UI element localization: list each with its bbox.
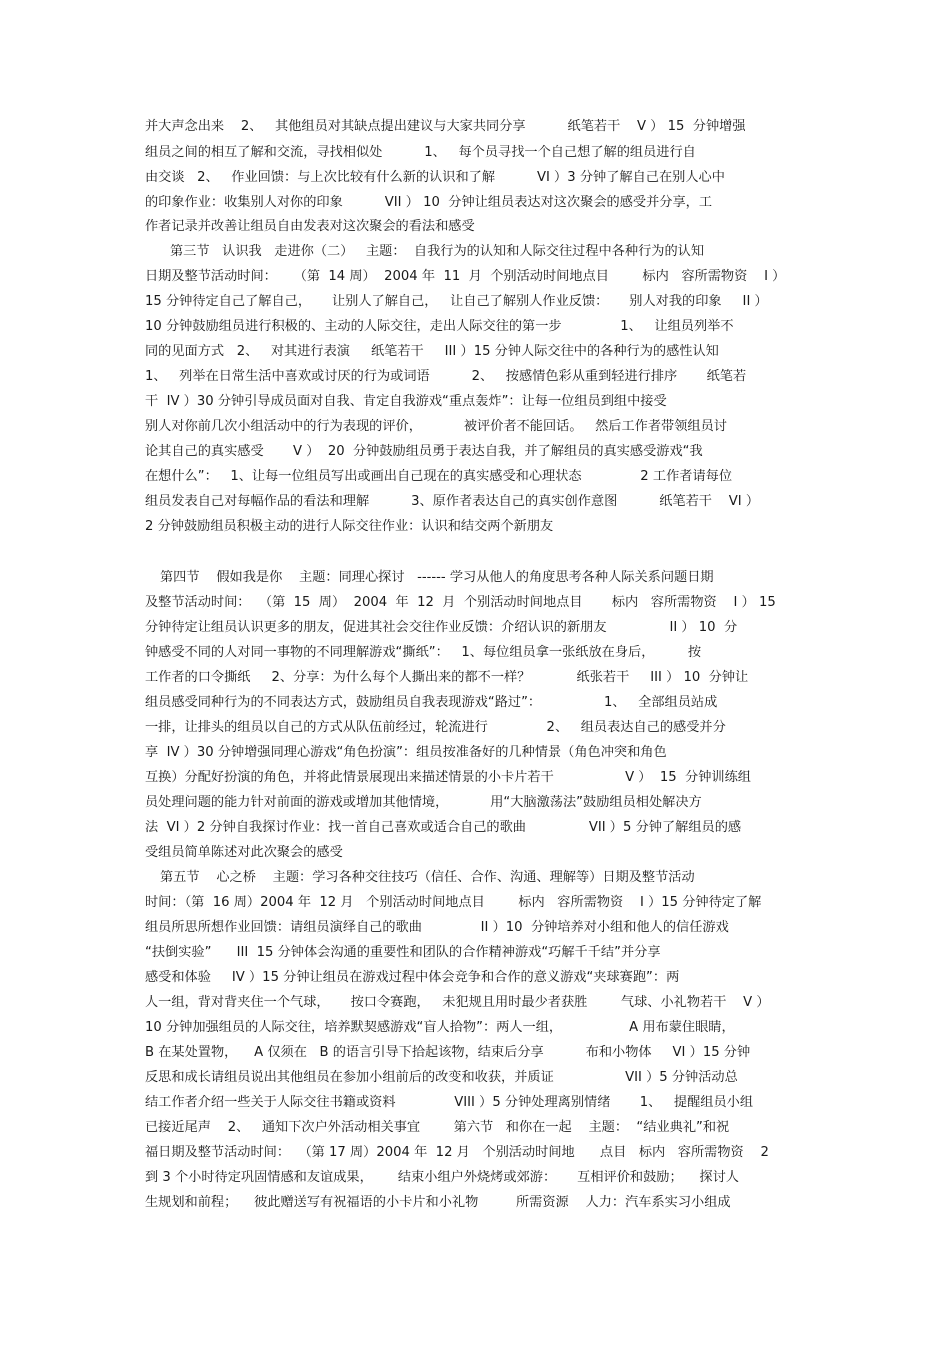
text-line: 在想什么”： 1、让每一位组员写出或画出自己现在的真实感受和心理状态 2 工作者请每位 (145, 469, 733, 484)
text-line: 15 分钟待定自己了解自己， 让别人了解自己， 让自己了解别人作业反馈： 别人对我的印象 II ） (145, 294, 768, 309)
text-line: 2 分钟鼓励组员积极主动的进行人际交往作业：认识和结交两个新朋友 (145, 519, 554, 534)
text-line: 日期及整节活动时间： （第 14 周） 2004 年 11 月 个别活动时间地点目 标内 容所需物资 I ） (145, 269, 786, 284)
text-line: 时间：（第 16 周）2004 年 12 月 个别活动时间地点目 标内 容所需物资 I ）15 分钟待定了解 (145, 895, 762, 910)
text-line: 已接近尾声 2、 通知下次户外活动相关事宜 第六节 和你在一起 主题： “结业典礼”和祝 (145, 1120, 730, 1135)
section-heading-3: 第三节 认识我 走进你（二） 主题： 自我行为的认知和人际交往过程中各种行为的认知 (170, 244, 705, 259)
text-line: 干 IV ）30 分钟引导成员面对自我、肯定自我游戏“重点轰炸”：让每一位组员到组中接受 (145, 394, 667, 409)
text-line: 组员所思所想作业回馈：请组员演绎自己的歌曲 II ）10 分钟培养对小组和他人的信任游戏 (145, 920, 729, 935)
text-line: 1、 列举在日常生活中喜欢或讨厌的行为或词语 2、 按感情色彩从重到轻进行排序 纸笔若 (145, 369, 747, 384)
text-line: 组员发表自己对每幅作品的看法和理解 3、原作者表达自己的真实创作意图 纸笔若干 VI ） (145, 494, 760, 509)
text-line: 到 3 个小时待定巩固情感和友谊成果， 结束小组户外烧烤或郊游： 互相评价和鼓励； 探讨人 (145, 1170, 739, 1185)
text-line: 人一组，背对背夹住一个气球， 按口令赛跑， 未犯规且用时最少者获胜 气球、小礼物若干 V ） (145, 995, 770, 1010)
text-line: 由交谈 2、 作业回馈：与上次比较有什么新的认识和了解 VI ）3 分钟了解自己在别人心中 (145, 170, 725, 185)
text-line: 工作者的口令撕纸 2、分享：为什么每个人撕出来的都不一样？ 纸张若干 III ） 10 分钟让 (145, 670, 749, 685)
text-line: “扶倒实验” III 15 分钟体会沟通的重要性和团队的合作精神游戏“巧解千千结”并分享 (145, 945, 661, 960)
text-line: 生规划和前程； 彼此赠送写有祝福语的小卡片和小礼物 所需资源 人力：汽车系实习小组成 (145, 1195, 731, 1210)
text-line: 互换）分配好扮演的角色，并将此情景展现出来描述情景的小卡片若干 V ） 15 分钟训练组 (145, 770, 751, 785)
text-line: 员处理问题的能力针对前面的游戏或增加其他情境， 用“大脑激荡法”鼓励组员相处解决方 (145, 795, 702, 810)
text-line: 反思和成长请组员说出其他组员在参加小组前后的改变和收获，并质证 VII ）5 分钟活动总 (145, 1070, 738, 1085)
text-line: 结工作者介绍一些关于人际交往书籍或资料 VIII ）5 分钟处理离别情绪 1、 提醒组员小组 (145, 1095, 754, 1110)
text-line: 分钟待定让组员认识更多的朋友，促进其社会交往作业反馈：介绍认识的新朋友 II ） 10 分 (145, 620, 738, 635)
text-line: 组员之间的相互了解和交流，寻找相似处 1、 每个员寻找一个自己想了解的组员进行自 (145, 145, 696, 160)
text-line: 作者记录并改善让组员自由发表对这次聚会的看法和感受 (145, 219, 475, 234)
section-heading-5: 第五节 心之桥 主题：学习各种交往技巧（信任、合作、沟通、理解等）日期及整节活动 (160, 870, 695, 885)
text-line: 组员感受同种行为的不同表达方式，鼓励组员自我表现游戏“路过”： 1、 全部组员站成 (145, 695, 718, 710)
text-line: 并大声念出来 2、 其他组员对其缺点提出建议与大家共同分享 纸笔若干 V ） 15 分钟增强 (145, 119, 746, 134)
text-line: 享 IV ）30 分钟增强同理心游戏“角色扮演”：组员按准备好的几种情景（角色冲突和角色 (145, 745, 667, 760)
text-line: 受组员简单陈述对此次聚会的感受 (145, 845, 343, 860)
text-line: 的印象作业：收集别人对你的印象 VII ） 10 分钟让组员表达对这次聚会的感受并分享，工 (145, 195, 713, 210)
text-line: 及整节活动时间： （第 15 周） 2004 年 12 月 个别活动时间地点目 标内 容所需物资 I ） 15 (145, 595, 776, 610)
text-line: 别人对你前几次小组活动中的行为表现的评价， 被评价者不能回话。 然后工作者带领组员讨 (145, 419, 727, 434)
text-line: 感受和体验 IV ）15 分钟让组员在游戏过程中体会竞争和合作的意义游戏“夹球赛跑”：两 (145, 970, 680, 985)
section-heading-4: 第四节 假如我是你 主题：同理心探讨 ------ 学习从他人的角度思考各种人际关系问题日期 (160, 570, 714, 585)
text-line: 福日期及整节活动时间： （第 17 周）2004 年 12 月 个别活动时间地 点目 标内 容所需物资 2 (145, 1145, 769, 1160)
text-line: 同的见面方式 2、 对其进行表演 纸笔若干 III ）15 分钟人际交往中的各种行为的感性认知 (145, 344, 719, 359)
text-line: B 在某处置物， A 仅须在 B 的语言引导下拾起该物，结束后分享 布和小物体 VI ）15 分钟 (145, 1045, 751, 1060)
text-line: 法 VI ）2 分钟自我探讨作业：找一首自己喜欢或适合自己的歌曲 VII ）5 分钟了解组员的感 (145, 820, 742, 835)
text-line: 论其自己的真实感受 V ） 20 分钟鼓励组员勇于表达自我，并了解组员的真实感受游戏“我 (145, 444, 703, 459)
text-line: 10 分钟鼓励组员进行积极的、主动的人际交往，走出人际交往的第一步 1、 让组员列举不 (145, 319, 734, 334)
text-line: 一排，让排头的组员以自己的方式从队伍前经过，轮流进行 2、 组员表达自己的感受并分 (145, 720, 726, 735)
text-line: 10 分钟加强组员的人际交往，培养默契感游戏“盲人拾物”：两人一组， A 用布蒙住眼睛， (145, 1020, 735, 1035)
text-line: 钟感受不同的人对同一事物的不同理解游戏“撕纸”： 1、每位组员拿一张纸放在身后， 按 (145, 645, 702, 660)
